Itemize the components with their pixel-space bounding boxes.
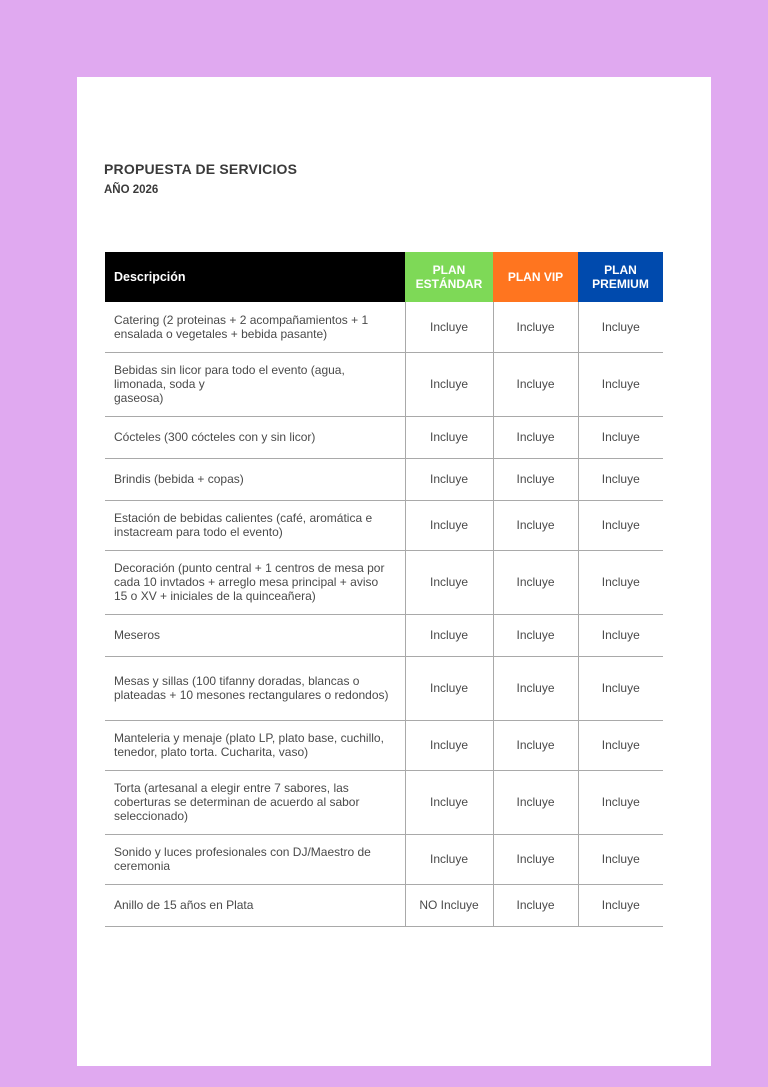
table-row bbox=[105, 416, 663, 458]
cell-plan-vip: Incluye bbox=[493, 884, 578, 926]
cell-plan-estandar: Incluye bbox=[405, 834, 493, 884]
cell-plan-estandar: Incluye bbox=[405, 416, 493, 458]
cell-plan-estandar: Incluye bbox=[405, 352, 493, 416]
table-row bbox=[105, 720, 663, 770]
table-row bbox=[105, 656, 663, 720]
cell-plan-vip: Incluye bbox=[493, 416, 578, 458]
services-table bbox=[105, 252, 663, 927]
cell-plan-vip: Incluye bbox=[493, 500, 578, 550]
row-description: Anillo de 15 años en Plata bbox=[105, 884, 405, 926]
cell-plan-estandar: Incluye bbox=[405, 720, 493, 770]
table-row bbox=[105, 500, 663, 550]
cell-plan-estandar: NO Incluye bbox=[405, 884, 493, 926]
header-plan-vip: PLAN VIP bbox=[493, 252, 578, 302]
table-row bbox=[105, 834, 663, 884]
row-description: Bebidas sin licor para todo el evento (agua, limonada, soda y gaseosa) bbox=[105, 352, 405, 416]
row-description: Meseros bbox=[105, 614, 405, 656]
cell-plan-estandar: Incluye bbox=[405, 550, 493, 614]
cell-plan-vip: Incluye bbox=[493, 550, 578, 614]
table-header-row bbox=[105, 252, 663, 302]
cell-plan-vip: Incluye bbox=[493, 458, 578, 500]
table-row bbox=[105, 550, 663, 614]
cell-plan-premium: Incluye bbox=[578, 770, 663, 834]
table-row bbox=[105, 614, 663, 656]
cell-plan-premium: Incluye bbox=[578, 550, 663, 614]
cell-plan-estandar: Incluye bbox=[405, 770, 493, 834]
header-description: Descripción bbox=[105, 252, 405, 302]
cell-plan-premium: Incluye bbox=[578, 720, 663, 770]
row-description: Mesas y sillas (100 tifanny doradas, blancas o plateadas + 10 mesones rectangulares o redondos) bbox=[105, 656, 405, 720]
row-description: Decoración (punto central + 1 centros de mesa por cada 10 invtados + arreglo mesa principal + aviso 15 o XV + iniciales de la quinceañera) bbox=[105, 550, 405, 614]
cell-plan-premium: Incluye bbox=[578, 614, 663, 656]
cell-plan-vip: Incluye bbox=[493, 352, 578, 416]
document-subtitle: AÑO 2026 bbox=[104, 184, 159, 196]
row-description: Sonido y luces profesionales con DJ/Maestro de ceremonia bbox=[105, 834, 405, 884]
cell-plan-vip: Incluye bbox=[493, 720, 578, 770]
header-plan-premium: PLAN PREMIUM bbox=[578, 252, 663, 302]
table-body bbox=[105, 302, 663, 926]
cell-plan-vip: Incluye bbox=[493, 614, 578, 656]
table-row bbox=[105, 458, 663, 500]
header-plan-estandar: PLAN ESTÁNDAR bbox=[405, 252, 493, 302]
row-description: Manteleria y menaje (plato LP, plato base, cuchillo, tenedor, plato torta. Cucharita, vaso) bbox=[105, 720, 405, 770]
cell-plan-vip: Incluye bbox=[493, 302, 578, 352]
cell-plan-premium: Incluye bbox=[578, 500, 663, 550]
cell-plan-premium: Incluye bbox=[578, 834, 663, 884]
cell-plan-estandar: Incluye bbox=[405, 458, 493, 500]
row-description: Cócteles (300 cócteles con y sin licor) bbox=[105, 416, 405, 458]
table-row bbox=[105, 352, 663, 416]
row-description: Torta (artesanal a elegir entre 7 sabores, las coberturas se determinan de acuerdo al sabor seleccionado) bbox=[105, 770, 405, 834]
document-page bbox=[77, 77, 711, 1066]
cell-plan-estandar: Incluye bbox=[405, 302, 493, 352]
cell-plan-premium: Incluye bbox=[578, 416, 663, 458]
cell-plan-estandar: Incluye bbox=[405, 500, 493, 550]
row-description: Estación de bebidas calientes (café, aromática e instacream para todo el evento) bbox=[105, 500, 405, 550]
document-title: PROPUESTA DE SERVICIOS bbox=[104, 161, 298, 177]
cell-plan-estandar: Incluye bbox=[405, 656, 493, 720]
table-row bbox=[105, 770, 663, 834]
cell-plan-vip: Incluye bbox=[493, 656, 578, 720]
cell-plan-premium: Incluye bbox=[578, 884, 663, 926]
cell-plan-vip: Incluye bbox=[493, 834, 578, 884]
cell-plan-estandar: Incluye bbox=[405, 614, 493, 656]
table-row bbox=[105, 302, 663, 352]
cell-plan-premium: Incluye bbox=[578, 302, 663, 352]
row-description: Brindis (bebida + copas) bbox=[105, 458, 405, 500]
cell-plan-vip: Incluye bbox=[493, 770, 578, 834]
cell-plan-premium: Incluye bbox=[578, 352, 663, 416]
row-description: Catering (2 proteinas + 2 acompañamientos + 1 ensalada o vegetales + bebida pasante) bbox=[105, 302, 405, 352]
cell-plan-premium: Incluye bbox=[578, 458, 663, 500]
table-row bbox=[105, 884, 663, 926]
cell-plan-premium: Incluye bbox=[578, 656, 663, 720]
